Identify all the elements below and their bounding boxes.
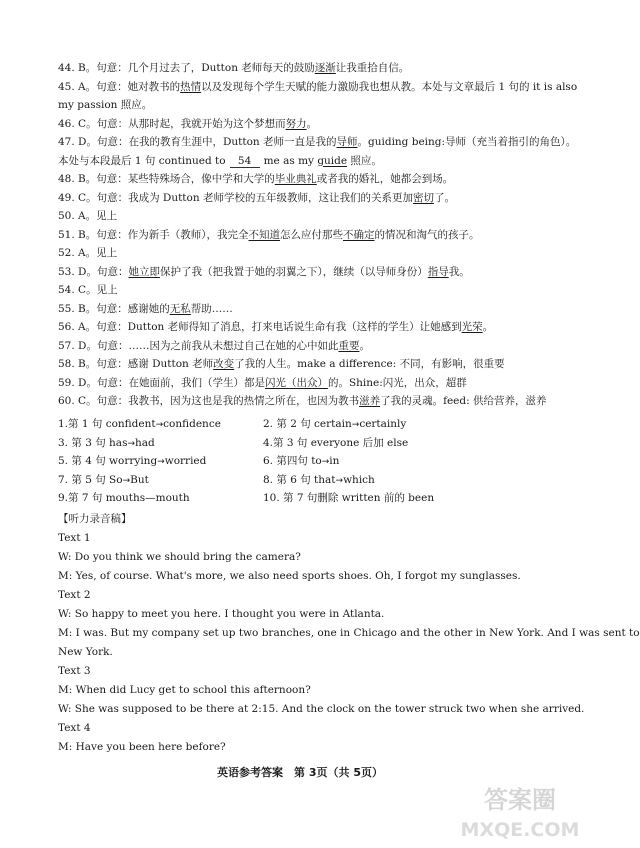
listening-transcript [58,513,640,760]
answer-text: 54. C。见上 [58,284,118,296]
answer-text: 55. B。句意：感谢她的 [58,302,170,315]
answer-text: 。guiding being:导师（充当着指引的角色）。 [357,136,577,148]
correction-text: 8. 第 6 句 that [263,473,336,486]
answer-keyword: 改变 [213,358,235,370]
answer-line [58,284,558,303]
answer-line [58,62,558,81]
answer-keyword: 不确定 [343,228,375,241]
answer-line [58,192,558,211]
transcript-line: M: When did Lucy get to school this afternoon? [58,684,311,696]
answer-line [58,173,558,192]
transcript-line: W: She was supposed to be there at 2:15. And the clock on the tower struck two when she arrived. [58,703,585,715]
correction-text: 7. 第 5 句 So [58,473,123,486]
correction-item [263,418,553,437]
answer-text: 58. B。句意：感谢 Dutton 老师 [58,358,214,370]
transcript-heading: Text 2 [58,589,91,601]
answer-line [58,377,558,396]
answer-keyword: 导师 [336,136,358,148]
answer-keyword: 无私 [169,302,191,315]
correction-item [263,437,553,456]
answer-line [58,229,558,248]
correction-item [58,418,263,437]
answer-keyword: 不知道 [248,228,281,241]
answer-keyword: 毕业典礼 [274,173,317,185]
answer-text: 49. C。句意：我成为 Dutton 老师学校的五年级教师，这让我们的关系更加 [58,191,413,204]
answer-text: 47. D。句意：在我的教育生涯中，Dutton 老师一直是我的 [58,136,337,148]
correction-text: 4.第 3 句 everyone 后加 else [263,436,409,449]
transcript-heading: Text 4 [58,722,91,734]
correction-text: 1.第 1 句 confident [58,418,156,430]
answer-text: 我。 [448,265,470,278]
correction-row [58,437,558,456]
answer-text: 60. C。句意：我教书，因为这也是我的热情之所在，也因为教书 [58,395,360,407]
answer-text: 怎么应付那些 [280,228,344,241]
arrow-icon: → [157,457,165,467]
answer-text: 。 [359,339,370,352]
arrow-icon: → [122,475,131,486]
correction-item [58,455,263,474]
correction-text: 3. 第 3 句 has [58,436,128,449]
answer-keyword: 滋养 [359,395,381,407]
answer-line [58,80,578,100]
correction-fix: certainly [359,418,407,430]
transcript-line: M: Yes, of course. What's more, we also need sports shoes. Oh, I forgot my sunglasses. [58,570,521,582]
answer-text: 保护了我（把我置于她的羽翼之下），继续（以导师身份） [159,265,428,278]
answer-line [58,358,558,377]
correction-fix: which [343,473,375,486]
correction-fix: had [135,436,155,449]
answer-line [58,210,558,229]
answer-text: 51. B。句意：作为新手（教师），我完全 [58,228,249,241]
error-correction-list [58,418,558,511]
answer-line [58,303,558,322]
answer-blank: 54 [230,156,260,168]
answer-text: 让我重拾自信。 [335,62,410,74]
arrow-icon: → [351,420,360,430]
correction-item [58,437,263,456]
transcript-heading: Text 3 [58,665,91,677]
answer-keyword: guide [317,154,348,167]
correction-item [263,492,553,511]
answer-keyword: 逐渐 [314,62,336,74]
transcript-line: M: I was. But my company set up two branches, one in Chicago and the other in New York. And I was sent to [58,627,640,639]
answer-text: 53. D。句意： [58,265,129,278]
answer-text: 或者我的婚礼，她都会到场。 [316,173,454,185]
listening-heading: 【听力录音稿】 [58,513,132,525]
correction-fix: in [329,455,340,467]
correction-item [263,455,553,474]
correction-fix: worried [164,455,207,467]
transcript-line: M: Have you been here before? [58,741,226,753]
svg-text:答案圈: 答案圈 [484,786,556,814]
svg-text:MXQE.COM: MXQE.COM [460,819,580,841]
answer-text: 以及发现每个学生天赋的能力激励我也想从教。本处与文章最后 1 句的 it is also [201,80,578,93]
arrow-icon: → [321,457,330,467]
answer-keyword: 重要 [338,339,360,352]
arrow-icon: → [155,420,164,430]
answer-text: 。 [306,117,318,130]
correction-text: 6. 第四句 to [263,455,322,467]
answer-keyword: 闪光（出众） [264,376,328,389]
transcript-heading: Text 1 [58,532,91,544]
answer-text: 照应。 [347,154,382,167]
correction-fix: But [130,473,149,486]
transcript-line: New York. [58,646,113,658]
answer-line [58,395,558,414]
answer-line [58,155,558,174]
transcript-line: W: Do you think we should bring the camera? [58,551,301,563]
answer-keyword: 她立即 [128,265,160,278]
page-footer: 英语参考答案 第 3页（共 5页） [217,766,383,779]
correction-item [58,492,263,511]
answer-text: my passion 照应。 [58,99,153,111]
answer-text: 本处与本段最后 1 句 continued to [58,154,226,167]
answer-line [58,321,558,340]
answer-text: 了我的人生。make a difference: 不同，有影响，很重要 [234,358,505,370]
correction-row [58,492,558,511]
answer-text: 的。Shine:闪光，出众，超群 [327,376,467,389]
correction-row [58,474,558,493]
answer-text: me as my [263,154,318,167]
answer-keyword: 努力 [285,117,307,130]
correction-row [58,418,558,437]
answer-keyword: 热情 [180,80,202,93]
answer-text: 了我的灵魂。feed: 供给营养，滋养 [380,395,547,407]
answer-text: 48. B。句意：某些特殊场合，像中学和大学的 [58,173,275,185]
correction-item [58,474,263,493]
answer-explanations [58,62,578,414]
correction-text: 5. 第 4 句 worrying [58,455,158,467]
answer-text: 46. C。句意：从那时起，我就开始为这个梦想而 [58,117,286,130]
answer-text: 帮助…… [190,302,233,315]
correction-row [58,455,558,474]
answer-line [58,340,558,359]
answer-text: 了。 [433,191,455,204]
answer-text: 50. A。见上 [58,210,118,222]
correction-text: 9.第 7 句 mouths—mouth [58,492,190,504]
answer-line [58,247,558,266]
arrow-icon: → [335,475,344,486]
answer-text: 56. A。句意：Dutton 老师得知了消息，打来电话说生命有我（这样的学生）让她感到 [58,321,462,333]
answer-text: 52. A。见上 [58,247,118,259]
answer-keyword: 指导 [427,265,449,278]
answer-keyword: 密切 [412,191,434,204]
answer-text: 的情况和淘气的孩子。 [374,228,480,241]
answer-keyword: 光荣 [461,321,483,333]
correction-fix: confidence [163,418,221,430]
answer-text: 59. D。句意：在她面前，我们（学生）都是 [58,376,265,389]
answer-text: 57. D。句意：……因为之前我从未想过自己在她的心中如此 [58,339,339,352]
answer-line [58,99,558,118]
answer-text: 44. B。句意：几个月过去了，Dutton 老师每天的鼓励 [58,62,315,74]
answer-line [58,118,558,137]
arrow-icon: → [127,438,136,449]
answer-line [58,266,558,285]
watermark-logo [450,778,590,844]
correction-item [263,474,553,493]
answer-line [58,136,577,155]
correction-text: 10. 第 7 句删除 written 前的 been [263,492,435,504]
transcript-line: W: So happy to meet you here. I thought you were in Atlanta. [58,608,385,620]
correction-text: 2. 第 2 句 certain [263,418,352,430]
answer-text: 。 [482,321,494,333]
answer-text: 45. A。句意：她对教书的 [58,80,181,93]
